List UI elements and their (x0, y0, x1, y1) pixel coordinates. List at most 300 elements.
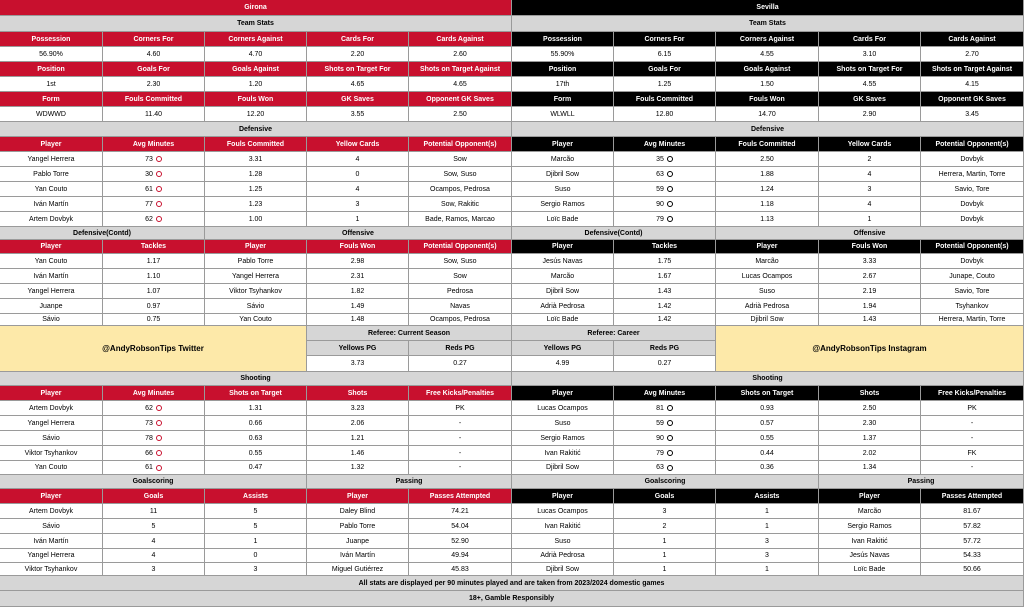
sevilla-defensive-cell-text: 4 (867, 200, 872, 208)
girona-defensive-cell-text: Iván Martín (33, 200, 69, 208)
girona-defensive-header (103, 137, 205, 152)
girona-passing-cell-text: 52.90 (451, 537, 469, 545)
sevilla-defensive-cell (716, 197, 819, 212)
girona-passing-title-text: Passing (395, 478, 423, 485)
sevilla-passing-cell (921, 504, 1024, 519)
sevilla-defensive-cell-text: Marcão (550, 155, 575, 163)
girona-stat-label-text: Form (42, 95, 60, 103)
girona-offensive-cell (307, 314, 409, 326)
girona-shooting-cell (205, 461, 307, 475)
girona-defcontd-cell-text: Iván Martín (33, 272, 69, 280)
girona-shooting-cell-text: 1.32 (350, 464, 365, 471)
sevilla-defensive-cell-text: Savio, Tore (954, 185, 990, 193)
sevilla-defensive-cell (614, 167, 716, 182)
sevilla-defcontd-cell (512, 254, 614, 269)
girona-offensive-cell-text: Pedrosa (446, 287, 474, 295)
girona-defensive-header (409, 137, 512, 152)
sevilla-stat-label (614, 92, 716, 107)
sevilla-goalscoring-header (614, 489, 716, 504)
sevilla-team-title-text: Sevilla (756, 4, 779, 11)
sevilla-shooting-cell-text: 2.02 (862, 449, 877, 457)
girona-defensive-header (0, 137, 103, 152)
girona-shooting-cell-text: Yangel Herrera (27, 419, 75, 427)
referee-current-header-text: Yellows PG (338, 344, 377, 352)
referee-career-value-text: 4.99 (555, 360, 570, 367)
sevilla-stat-value (921, 107, 1024, 122)
girona-stat-value-text: 1st (46, 80, 56, 88)
girona-stat-value (307, 47, 409, 62)
stopwatch-icon (156, 171, 162, 177)
girona-defensive-cell-text: 30 (145, 170, 153, 178)
sevilla-team-title (512, 0, 1024, 16)
sevilla-stat-label (716, 62, 819, 77)
sevilla-defensive-header (921, 137, 1024, 152)
girona-defensive-header-text: Yellow Cards (335, 140, 380, 148)
girona-defcontd-cell (0, 254, 103, 269)
sevilla-shooting-cell-text: 2.30 (862, 419, 877, 427)
girona-shooting-cell-text: 0.47 (248, 464, 263, 471)
girona-team-title-text: Girona (244, 4, 267, 11)
girona-offensive-cell-text: 1.49 (350, 302, 365, 310)
stopwatch-icon (667, 450, 673, 456)
sevilla-offensive-cell-text: Marcão (755, 257, 779, 265)
girona-stat-value-text: 4.65 (453, 80, 467, 88)
girona-defcontd-cell (0, 284, 103, 299)
sevilla-defensive-cell-text: 4 (867, 170, 872, 178)
girona-defensive-cell (103, 212, 205, 227)
sevilla-offensive-header (716, 240, 819, 254)
girona-stat-value (0, 107, 103, 122)
girona-defensive-cell-text: Ocampos, Pedrosa (430, 185, 490, 193)
sevilla-defensive-header (716, 137, 819, 152)
girona-team-stats-title (0, 16, 512, 32)
girona-offensive-cell (409, 254, 512, 269)
girona-defensive-contd-title (0, 227, 205, 240)
stopwatch-icon (667, 435, 673, 441)
girona-shooting-cell (103, 461, 205, 475)
sevilla-defensive-cell-text: Djibril Sow (545, 170, 580, 178)
girona-shooting-cell-text: - (458, 434, 462, 442)
sevilla-defensive-cell-text: Dovbyk (960, 215, 984, 223)
sevilla-defensive-header-text: Fouls Committed (738, 140, 796, 148)
sevilla-shooting-cell (819, 446, 921, 461)
sevilla-defcontd-cell-text: 1.75 (657, 257, 672, 265)
sevilla-goalscoring-header-text: Goals (654, 492, 675, 500)
sevilla-shooting-cell (921, 446, 1024, 461)
sevilla-goalscoring-cell-text: 3 (765, 537, 769, 545)
sevilla-defensive-cell (512, 182, 614, 197)
sevilla-goalscoring-cell-text: Ivan Rakitić (544, 522, 581, 530)
girona-stat-label-text: Cards For (340, 35, 375, 43)
sevilla-passing-cell-text: 81.67 (963, 507, 981, 515)
girona-defensive-cell-text: 77 (145, 200, 153, 208)
girona-defensive-cell (409, 167, 512, 182)
sevilla-shooting-cell (921, 461, 1024, 475)
sevilla-defcontd-cell-text: 1.42 (657, 302, 672, 310)
girona-defensive-cell-text: Sow, Rakitic (440, 200, 480, 208)
stopwatch-icon (156, 465, 162, 471)
gamble-notice-text: 18+, Gamble Responsibly (468, 595, 554, 602)
sevilla-shooting-cell-text: 0.57 (760, 419, 774, 427)
referee-career-header-text: Yellows PG (543, 344, 582, 352)
girona-defcontd-cell-text: 1.17 (146, 257, 161, 265)
stopwatch-icon (156, 156, 162, 162)
stopwatch-icon (156, 420, 162, 426)
sevilla-stat-value-text: 55.90% (550, 50, 575, 58)
girona-defcontd-cell-text: Sávio (42, 316, 60, 323)
sevilla-defensive-cell-text: Sergio Ramos (540, 200, 585, 208)
sevilla-shooting-cell (819, 461, 921, 475)
girona-shooting-cell (409, 431, 512, 446)
stopwatch-icon (667, 171, 673, 177)
girona-passing-cell (409, 563, 512, 576)
girona-shooting-header (409, 386, 512, 401)
sevilla-shooting-cell-text: 2.50 (862, 404, 877, 412)
sevilla-offensive-cell (819, 314, 921, 326)
sevilla-defensive-cell (614, 212, 716, 227)
girona-defensive-cell-text: Bade, Ramos, Marcao (425, 215, 495, 223)
sevilla-stat-value (512, 77, 614, 92)
sevilla-shooting-cell (819, 416, 921, 431)
girona-offensive-title-text: Offensive (342, 229, 374, 237)
stopwatch-icon (667, 420, 673, 426)
footer-note (0, 576, 1024, 591)
girona-shooting-cell (0, 416, 103, 431)
sevilla-goalscoring-cell (614, 504, 716, 519)
girona-passing-cell (307, 549, 409, 563)
girona-goalscoring-title (0, 475, 307, 489)
sevilla-offensive-cell (921, 314, 1024, 326)
girona-shooting-cell (205, 416, 307, 431)
girona-offensive-cell-text: 2.31 (350, 272, 365, 280)
sevilla-defensive-cell-text: 3 (867, 185, 872, 193)
girona-offensive-header (307, 240, 409, 254)
girona-shooting-cell (307, 446, 409, 461)
girona-defensive-cell (409, 212, 512, 227)
sevilla-defensive-header-text: Avg Minutes (643, 140, 686, 148)
girona-offensive-cell (409, 269, 512, 284)
sevilla-goalscoring-title (512, 475, 819, 489)
girona-shooting-cell (103, 401, 205, 416)
stopwatch-icon (667, 156, 673, 162)
girona-passing-header-text: Passes Attempted (429, 492, 491, 500)
referee-career-header (614, 341, 716, 356)
sevilla-shooting-cell-text: Suso (554, 419, 571, 427)
sevilla-stat-label-text: Position (548, 65, 577, 73)
girona-goalscoring-header (0, 489, 103, 504)
sevilla-shooting-cell (614, 416, 716, 431)
sevilla-stat-value-text: WLWLL (550, 110, 575, 118)
sevilla-stat-value-text: 17th (555, 80, 570, 88)
girona-defensive-cell (103, 182, 205, 197)
girona-offensive-cell (307, 299, 409, 314)
sevilla-stat-value (819, 107, 921, 122)
girona-offensive-cell (307, 269, 409, 284)
referee-career-title-text: Referee: Career (587, 329, 640, 337)
sevilla-shooting-cell-text: 81 (656, 404, 664, 412)
sevilla-passing-cell-text: 54.33 (963, 552, 981, 559)
girona-shooting-cell (409, 401, 512, 416)
girona-stat-label-text: Corners Against (228, 35, 283, 43)
girona-stat-value (103, 47, 205, 62)
sevilla-goalscoring-cell-text: 3 (662, 507, 667, 515)
sevilla-stat-label (716, 92, 819, 107)
girona-shooting-cell-text: 0.55 (248, 449, 263, 457)
sevilla-stat-value (512, 107, 614, 122)
girona-shooting-cell-text: 66 (145, 449, 153, 457)
sevilla-shooting-cell (819, 431, 921, 446)
sevilla-stat-label-text: Corners For (644, 35, 685, 43)
girona-stat-label (409, 32, 512, 47)
girona-defensive-title-text: Defensive (238, 125, 273, 133)
girona-defensive-cell (205, 152, 307, 167)
girona-goalscoring-cell-text: Sávio (42, 522, 60, 530)
sevilla-offensive-cell (921, 299, 1024, 314)
girona-offensive-cell-text: Pablo Torre (237, 257, 274, 265)
sevilla-passing-cell (819, 549, 921, 563)
girona-stat-label-text: Fouls Committed (124, 95, 183, 103)
girona-defcontd-cell (103, 299, 205, 314)
sevilla-shooting-header (614, 386, 716, 401)
sevilla-passing-cell (921, 534, 1024, 549)
sevilla-stat-value (614, 107, 716, 122)
referee-career-value (614, 356, 716, 372)
sevilla-stat-value-text: 3.10 (862, 50, 877, 58)
girona-stat-value (409, 77, 512, 92)
sevilla-goalscoring-header (716, 489, 819, 504)
sevilla-shooting-header (819, 386, 921, 401)
girona-shooting-cell (103, 431, 205, 446)
sevilla-shooting-cell (716, 461, 819, 475)
sevilla-shooting-title-text: Shooting (752, 375, 783, 382)
sevilla-defensive-cell (921, 182, 1024, 197)
girona-stat-value-text: WDWWD (36, 110, 66, 118)
sevilla-defensive-header (512, 137, 614, 152)
sevilla-defensive-cell (716, 152, 819, 167)
sevilla-shooting-header-text: Shots on Target (740, 389, 794, 397)
girona-stat-value (0, 47, 103, 62)
girona-goalscoring-header-text: Goals (143, 492, 164, 500)
sevilla-goalscoring-cell (512, 534, 614, 549)
sevilla-goalscoring-cell-text: 3 (765, 552, 769, 559)
girona-offensive-cell (205, 284, 307, 299)
girona-passing-cell (307, 519, 409, 534)
girona-stat-value-text: 4.65 (350, 80, 365, 88)
sevilla-defensive-cell (819, 197, 921, 212)
sevilla-passing-title (819, 475, 1024, 489)
girona-defensive-cell-text: Sow, Suso (443, 170, 477, 178)
sevilla-defensive-cell-text: Loïc Bade (546, 215, 579, 223)
girona-defcontd-cell-text: 1.10 (146, 272, 161, 280)
sevilla-goalscoring-cell-text: 1 (765, 565, 769, 573)
sevilla-offensive-cell-text: Savio, Tore (954, 287, 990, 295)
girona-stat-label-text: Goals Against (232, 65, 279, 73)
girona-goalscoring-cell (205, 549, 307, 563)
sevilla-defensive-cell-text: 59 (656, 185, 664, 193)
girona-offensive-cell (205, 254, 307, 269)
girona-defensive-cell-text: Yan Couto (34, 185, 68, 193)
sevilla-defensive-cell-text: 1.13 (760, 215, 774, 223)
stopwatch-icon (156, 186, 162, 192)
girona-defcontd-cell (103, 254, 205, 269)
girona-defensive-header-text: Avg Minutes (132, 140, 175, 148)
sevilla-defcontd-cell-text: 1.42 (657, 316, 672, 323)
girona-shooting-cell (0, 446, 103, 461)
girona-shooting-cell (0, 401, 103, 416)
sevilla-passing-cell-text: Ivan Rakitić (851, 537, 888, 545)
sevilla-offensive-header (819, 240, 921, 254)
girona-offensive-cell (205, 269, 307, 284)
girona-stat-label (205, 62, 307, 77)
sevilla-offensive-cell-text: 2.67 (862, 272, 877, 280)
girona-passing-cell (409, 504, 512, 519)
girona-defcontd-cell (0, 269, 103, 284)
sevilla-shooting-cell-text: PK (967, 404, 977, 412)
sevilla-shooting-cell-text: 0.44 (760, 449, 774, 457)
sevilla-offensive-cell-text: 1.43 (862, 316, 877, 323)
sevilla-passing-header-text: Player (858, 492, 881, 500)
sevilla-shooting-cell (614, 446, 716, 461)
sevilla-passing-cell (921, 549, 1024, 563)
sevilla-goalscoring-cell (716, 534, 819, 549)
girona-stat-label-text: Possession (31, 35, 71, 43)
girona-shooting-title (0, 372, 512, 386)
sevilla-stat-value-text: 4.15 (965, 80, 979, 88)
girona-passing-cell-text: Daley Blind (339, 507, 376, 515)
sevilla-defensive-cell (512, 212, 614, 227)
girona-shooting-cell (0, 461, 103, 475)
girona-shooting-cell-text: Yan Couto (34, 464, 68, 471)
girona-offensive-cell-text: Navas (450, 302, 470, 310)
girona-defensive-cell-text: Artem Dovbyk (29, 215, 73, 223)
girona-stat-value (103, 77, 205, 92)
sevilla-shooting-cell-text: 1.37 (862, 434, 877, 442)
sevilla-stat-value-text: 4.55 (862, 80, 877, 88)
sevilla-stat-label (921, 92, 1024, 107)
sevilla-stat-value-text: 6.15 (657, 50, 672, 58)
sevilla-stat-value-text: 14.70 (758, 110, 776, 118)
girona-passing-header (409, 489, 512, 504)
sevilla-defensive-header-text: Yellow Cards (847, 140, 892, 148)
girona-shooting-cell-text: 1.46 (350, 449, 365, 457)
girona-shooting-cell-text: Viktor Tsyhankov (24, 449, 78, 457)
sevilla-defensive-cell-text: Dovbyk (960, 155, 984, 163)
sevilla-goalscoring-cell-text: Adrià Pedrosa (540, 552, 585, 559)
sevilla-shooting-cell (716, 416, 819, 431)
girona-stat-value-text: 4.70 (248, 50, 263, 58)
girona-stat-value-text: 1.20 (248, 80, 263, 88)
girona-shooting-header (307, 386, 409, 401)
sevilla-defensive-contd-title (512, 227, 716, 240)
girona-stat-label-text: Opponent GK Saves (426, 95, 494, 103)
girona-offensive-cell (409, 314, 512, 326)
girona-defensive-cell-text: 73 (145, 155, 153, 163)
sevilla-defensive-cell-text: 79 (656, 215, 664, 223)
girona-offensive-header (205, 240, 307, 254)
sevilla-goalscoring-cell (716, 504, 819, 519)
sevilla-stat-label-text: Goals For (648, 65, 681, 73)
sevilla-shooting-header (512, 386, 614, 401)
sevilla-stat-label (819, 92, 921, 107)
twitter-handle (0, 326, 307, 372)
sevilla-defensive-contd-title-text: Defensive(Contd) (584, 229, 643, 237)
sevilla-defensive-cell-text: 2 (867, 155, 872, 163)
sevilla-stat-value (716, 107, 819, 122)
girona-offensive-cell-text: 1.82 (350, 287, 365, 295)
girona-stat-value (409, 47, 512, 62)
girona-passing-cell (409, 534, 512, 549)
sevilla-shooting-title (512, 372, 1024, 386)
girona-defcontd-cell (103, 269, 205, 284)
sevilla-shooting-cell (512, 416, 614, 431)
sevilla-defensive-cell-text: 1.18 (760, 200, 774, 208)
sevilla-goalscoring-cell-text: 1 (765, 507, 769, 515)
sevilla-offensive-cell-text: 3.33 (862, 257, 877, 265)
sevilla-offensive-cell-text: Herrera, Martin, Torre (938, 316, 1006, 323)
girona-stat-value-text: 2.30 (146, 80, 161, 88)
girona-passing-cell-text: Iván Martín (339, 552, 375, 559)
girona-passing-header (307, 489, 409, 504)
referee-career-title (512, 326, 716, 341)
girona-defensive-cell-text: 3.31 (248, 155, 263, 163)
sevilla-passing-cell-text: 57.82 (963, 522, 981, 530)
sevilla-stat-label-text: Fouls Committed (635, 95, 694, 103)
girona-defensive-header-text: Potential Opponent(s) (423, 140, 497, 148)
sevilla-goalscoring-cell (716, 563, 819, 576)
sevilla-goalscoring-header-text: Assists (754, 492, 780, 500)
girona-offensive-cell (205, 299, 307, 314)
girona-stat-label (307, 32, 409, 47)
sevilla-goalscoring-cell (512, 519, 614, 534)
sevilla-shooting-cell (921, 401, 1024, 416)
girona-shooting-cell-text: 62 (145, 404, 153, 412)
girona-goalscoring-cell (103, 519, 205, 534)
sevilla-stat-label-text: Goals Against (743, 65, 791, 73)
sevilla-defcontd-cell (512, 269, 614, 284)
sevilla-defensive-cell (819, 167, 921, 182)
sevilla-defcontd-cell-text: Djibril Sow (545, 287, 580, 295)
twitter-handle-text: @AndyRobsonTips Twitter (102, 343, 204, 353)
sevilla-goalscoring-header-text: Player (551, 492, 574, 500)
sevilla-goalscoring-cell-text: Lucas Ocampos (537, 507, 588, 515)
girona-stat-label (307, 62, 409, 77)
girona-offensive-header-text: Potential Opponent(s) (423, 243, 497, 250)
sevilla-stat-value (819, 47, 921, 62)
girona-stat-value (205, 77, 307, 92)
sevilla-stat-label (614, 32, 716, 47)
girona-stat-value-text: 11.40 (145, 110, 162, 118)
girona-stat-label-text: Goals For (137, 65, 170, 73)
girona-defensive-cell (205, 167, 307, 182)
girona-goalscoring-cell (0, 504, 103, 519)
girona-shooting-cell-text: 2.06 (350, 419, 365, 427)
girona-goalscoring-cell-text: 3 (253, 565, 258, 573)
girona-goalscoring-cell (205, 504, 307, 519)
girona-passing-cell (307, 563, 409, 576)
girona-offensive-cell-text: Sow (453, 272, 467, 280)
sevilla-defcontd-cell-text: Adrià Pedrosa (540, 302, 585, 310)
sevilla-offensive-cell (819, 269, 921, 284)
stopwatch-icon (667, 405, 673, 411)
sevilla-goalscoring-cell (614, 519, 716, 534)
sevilla-offensive-cell (921, 284, 1024, 299)
sevilla-passing-cell-text: 50.66 (963, 565, 981, 573)
sevilla-stat-label-text: Opponent GK Saves (938, 95, 1006, 103)
girona-shooting-cell-text: 78 (145, 434, 153, 442)
referee-career-header-text: Reds PG (649, 344, 680, 352)
sevilla-shooting-cell (716, 401, 819, 416)
sevilla-stat-value (512, 47, 614, 62)
